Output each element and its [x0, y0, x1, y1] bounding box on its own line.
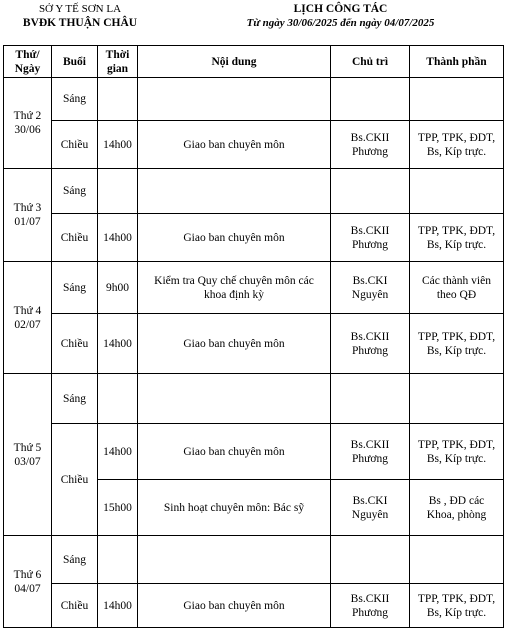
content-cell: Kiểm tra Quy chế chuyên môn các khoa định kỳ — [138, 262, 331, 314]
content-cell — [138, 536, 331, 584]
col-header-chair: Chủ trì — [331, 46, 410, 78]
content-cell: Giao ban chuyên môn — [138, 424, 331, 480]
table-row — [4, 121, 504, 169]
schedule-table — [3, 45, 504, 628]
time-cell: 9h00 — [98, 262, 138, 314]
time-cell: 15h00 — [98, 480, 138, 536]
content-cell: Giao ban chuyên môn — [138, 121, 331, 169]
col-header-day: Thứ/ Ngày — [4, 46, 52, 78]
chair-cell: Bs.CKII Phương — [331, 121, 410, 169]
day-cell: Thứ 6 04/07 — [4, 536, 52, 628]
session-cell: Sáng — [52, 374, 98, 424]
col-header-time: Thời gian — [98, 46, 138, 78]
session-cell: Sáng — [52, 536, 98, 584]
time-cell — [98, 536, 138, 584]
content-cell: Sinh hoạt chuyên môn: Bác sỹ — [138, 480, 331, 536]
chair-cell: Bs.CKII Phương — [331, 424, 410, 480]
session-cell: Chiều — [52, 584, 98, 628]
chair-cell: Bs.CKII Phương — [331, 314, 410, 374]
table-row — [4, 374, 504, 424]
members-cell — [410, 536, 504, 584]
time-cell: 14h00 — [98, 214, 138, 262]
session-cell: Chiều — [52, 121, 98, 169]
day-cell: Thứ 2 30/06 — [4, 78, 52, 169]
table-row — [4, 78, 504, 121]
members-cell: TPP, TPK, ĐDT, Bs, Kíp trực. — [410, 424, 504, 480]
time-cell: 14h00 — [98, 314, 138, 374]
table-row — [4, 169, 504, 214]
table-row — [4, 214, 504, 262]
table-row — [4, 584, 504, 628]
table-row — [4, 424, 504, 480]
time-cell: 14h00 — [98, 584, 138, 628]
content-cell — [138, 78, 331, 121]
day-cell: Thứ 5 03/07 — [4, 374, 52, 536]
chair-cell: Bs.CKII Phương — [331, 584, 410, 628]
members-cell — [410, 374, 504, 424]
chair-cell — [331, 374, 410, 424]
members-cell: TPP, TPK, ĐDT, Bs, Kíp trực. — [410, 314, 504, 374]
header-row — [4, 46, 504, 78]
table-row — [4, 314, 504, 374]
chair-cell: Bs.CKI Nguyên — [331, 262, 410, 314]
org-line-2: BVĐK THUẬN CHÂU — [22, 17, 138, 29]
members-cell — [410, 78, 504, 121]
members-cell — [410, 169, 504, 214]
chair-cell: Bs.CKI Nguyên — [331, 480, 410, 536]
table-row — [4, 262, 504, 314]
chair-cell — [331, 78, 410, 121]
time-cell — [98, 78, 138, 121]
day-cell: Thứ 4 02/07 — [4, 262, 52, 374]
session-cell: Chiều — [52, 424, 98, 536]
date-range: Từ ngày 30/06/2025 đến ngày 04/07/2025 — [246, 17, 435, 29]
col-header-content: Nội dung — [138, 46, 331, 78]
time-cell — [98, 374, 138, 424]
time-cell: 14h00 — [98, 424, 138, 480]
day-cell: Thứ 3 01/07 — [4, 169, 52, 262]
chair-cell: Bs.CKII Phương — [331, 214, 410, 262]
session-cell: Chiều — [52, 214, 98, 262]
table-row — [4, 536, 504, 584]
time-cell — [98, 169, 138, 214]
chair-cell — [331, 169, 410, 214]
members-cell: TPP, TPK, ĐDT, Bs, Kíp trực. — [410, 584, 504, 628]
session-cell: Sáng — [52, 78, 98, 121]
content-cell — [138, 169, 331, 214]
schedule-title: LỊCH CÔNG TÁC — [293, 3, 388, 15]
session-cell: Sáng — [52, 169, 98, 214]
content-cell: Giao ban chuyên môn — [138, 214, 331, 262]
members-cell: TPP, TPK, ĐDT, Bs, Kíp trực. — [410, 121, 504, 169]
org-line-1: SỞ Y TẾ SƠN LA — [38, 3, 122, 15]
col-header-members: Thành phần — [410, 46, 504, 78]
time-cell: 14h00 — [98, 121, 138, 169]
content-cell: Giao ban chuyên môn — [138, 584, 331, 628]
content-cell: Giao ban chuyên môn — [138, 314, 331, 374]
session-cell: Chiều — [52, 314, 98, 374]
session-cell: Sáng — [52, 262, 98, 314]
members-cell: Bs , ĐD các Khoa, phòng — [410, 480, 504, 536]
members-cell: TPP, TPK, ĐDT, Bs, Kíp trực. — [410, 214, 504, 262]
content-cell — [138, 374, 331, 424]
document-header — [0, 0, 506, 44]
col-header-session: Buổi — [52, 46, 98, 78]
members-cell: Các thành viên theo QĐ — [410, 262, 504, 314]
chair-cell — [331, 536, 410, 584]
